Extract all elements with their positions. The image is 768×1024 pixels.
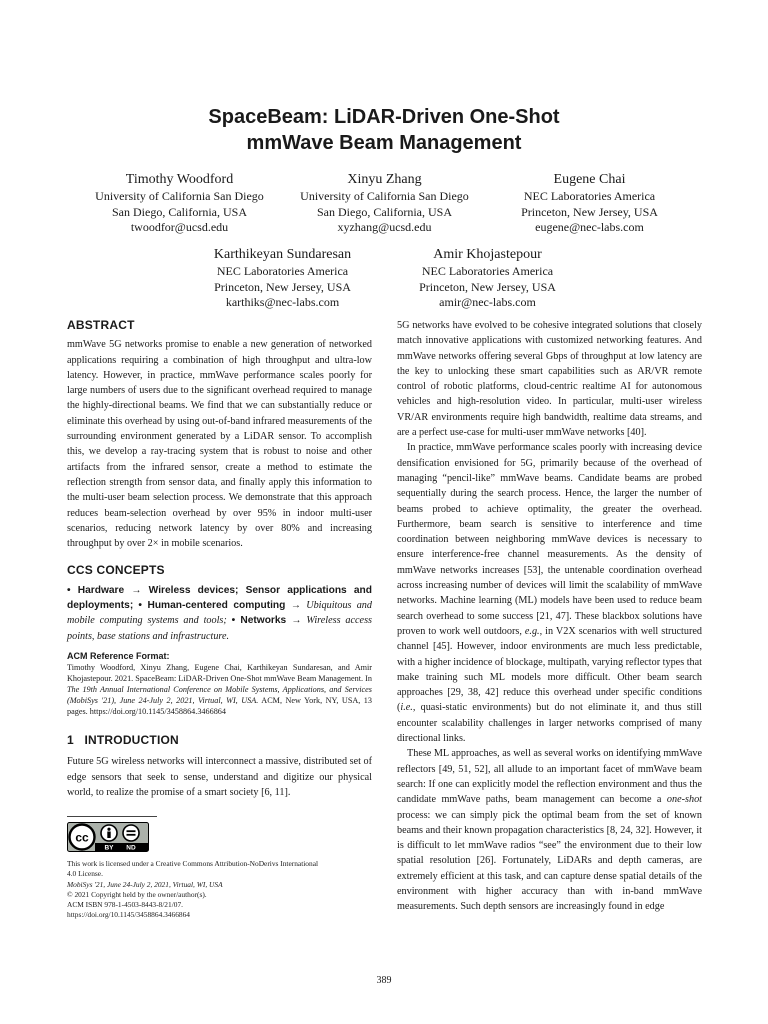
author-email: eugene@nec-labs.com xyxy=(535,220,644,234)
author-block xyxy=(477,170,702,236)
author-affiliation: NEC Laboratories America xyxy=(523,189,656,203)
license-doi: https://doi.org/10.1145/3458864.3466864 xyxy=(67,910,190,920)
right-column xyxy=(397,318,702,915)
author-affiliation: NEC Laboratories America xyxy=(421,264,554,278)
author-block xyxy=(375,245,600,311)
acm-reference xyxy=(67,651,372,717)
title-line-1: SpaceBeam: LiDAR-Driven One-Shot xyxy=(208,106,560,128)
ccs-item-hcc-detail: Ubiquitous and mobile computing systems and tools; xyxy=(67,600,372,627)
license-text xyxy=(67,859,327,921)
svg-text:BY: BY xyxy=(104,844,114,852)
author-name: Timothy Woodford xyxy=(125,172,234,187)
ccs-item-networks-detail: Wireless access points, base stations and infrastructure. xyxy=(67,615,372,642)
acm-reference-venue: The 19th Annual International Conference on Mobile Systems, Applications, and Services (MobiSys '21), June 24-July 2, 2021, Virtual, WI, USA. xyxy=(67,684,372,705)
title-line-2: mmWave Beam Management xyxy=(246,132,522,154)
author-email: karthiks@nec-labs.com xyxy=(225,295,340,309)
ccs-item-hardware: • Hardware → Wireless devices; Sensor applications and deployments; xyxy=(67,584,372,612)
author-name: Amir Khojastepour xyxy=(433,247,542,262)
right-paragraph-3: These ML approaches, as well as several works on identifying mmWave reflectors [49, 51, 52], all allude to an important facet of mmWave beam search: If one can explicitly model the reflection environment and thus the candidate mmWave paths, beam management can become a one-shot process: we can simply pick the optimal beam from the set of known beams and their known propagation characteristics [8, 24, 32]. However, it is difficult to let mmWave radios “see” the environment due to their low spatial resolution [26]. Fortunately, LiDARs and depth cameras, are extremely efficient at this task, and can capture dense spatial details of the environment with higher accuracy than with in-band mmWave measurements. Such depth sensors are increasingly found in edge xyxy=(397,748,702,913)
author-affiliation: University of California San Diego xyxy=(300,189,469,203)
author-block xyxy=(170,245,395,311)
author-email: xyzhang@ucsd.edu xyxy=(337,220,432,234)
license-copyright: © 2021 Copyright held by the owner/author(s). xyxy=(67,889,207,899)
footnote-rule xyxy=(67,816,157,817)
ccs-item-networks: • Networks → xyxy=(231,615,302,627)
acm-reference-heading: ACM Reference Format: xyxy=(67,650,170,661)
author-location: San Diego, California, USA xyxy=(317,204,452,219)
author-affiliation: University of California San Diego xyxy=(95,189,264,203)
acm-reference-post: ACM, New York, NY, USA, 13 pages. https://doi.org/10.1145/3458864.3466864 xyxy=(67,695,372,716)
author-name: Eugene Chai xyxy=(553,172,626,187)
author-block xyxy=(67,170,292,236)
author-name: Xinyu Zhang xyxy=(347,172,422,187)
abstract-text: mmWave 5G networks promise to enable a new generation of networked applications requiring a combination of high throughput and ultra-low latency. However, in practice, mmWave performance scales poorly for large numbers of users due to the significant overhead required to manage the highly-directional beams. We find that we can substantially reduce or eliminate this overhead by using out-of-band infrared measurements of the surrounding environment generated by a LiDAR sensor. To accomplish this, we develop a ray-tracing system that is robust to noise and other artifacts from the infrared sensor, create a method to estimate the reflection strength from sensor data, and finally apply this information to the multi-user beam selection process. We demonstrate that this approach reduces beam-selection overhead by over 95% in indoor multi-user scenarios, reducing network latency by over 80% and increasing throughput by over 2× in mobile scenarios. xyxy=(67,339,372,550)
paper-title xyxy=(0,104,768,156)
license-block xyxy=(67,822,327,921)
author-affiliation: NEC Laboratories America xyxy=(216,264,349,278)
license-line: This work is licensed under a Creative Commons Attribution-NoDerivs International 4.0 License. xyxy=(67,859,319,879)
ccs-heading: CCS CONCEPTS xyxy=(67,563,165,578)
left-column xyxy=(67,318,372,800)
ccs-item-hcc: • Human-centered computing → xyxy=(138,600,302,612)
author-name: Karthikeyan Sundaresan xyxy=(213,247,352,262)
ccs-concepts xyxy=(67,583,372,644)
license-venue: MobiSys '21, June 24-July 2, 2021, Virtual, WI, USA xyxy=(67,879,223,889)
author-location: Princeton, New Jersey, USA xyxy=(419,279,556,294)
abstract-heading: ABSTRACT xyxy=(67,318,135,332)
svg-text:cc: cc xyxy=(75,830,89,845)
intro-heading-number: 1 xyxy=(67,732,74,747)
author-email: twoodfor@ucsd.edu xyxy=(130,220,229,234)
right-paragraph-1: 5G networks have evolved to be cohesive integrated solutions that closely match innovative applications with customized networking features. And mmWave networks offering several Gbps of throughput at low latency are the key to unlocking these smart capabilities such as AR/VR remote control of robotic platforms, cloud-centric realtime AI for autonomous vehicles and high-resolution video. In particular, multi-user wireless VR/AR environments require high bandwidth, realtime data streams, and are a perfect use-case for multi-user mmWave networks [40]. xyxy=(397,320,702,439)
intro-heading-text: INTRODUCTION xyxy=(84,732,179,747)
cc-by-nd-icon xyxy=(67,822,149,852)
author-email: amir@nec-labs.com xyxy=(439,295,536,309)
intro-paragraph-1: Future 5G wireless networks will interconnect a massive, distributed set of edge sensors that seek to sense, understand and digitize our physical world, to realize the promise of a smart society [6, 11]. xyxy=(67,756,372,798)
author-block xyxy=(272,170,497,236)
page-number: 389 xyxy=(376,975,392,986)
acm-reference-text xyxy=(67,662,372,717)
author-location: Princeton, New Jersey, USA xyxy=(521,204,658,219)
author-location: Princeton, New Jersey, USA xyxy=(214,279,351,294)
svg-text:ND: ND xyxy=(126,844,136,852)
intro-heading xyxy=(67,733,372,748)
license-isbn: ACM ISBN 978-1-4503-8443-8/21/07. xyxy=(67,900,183,910)
acm-reference-pre: Timothy Woodford, Xinyu Zhang, Eugene Chai, Karthikeyan Sundaresan, and Amir Khojastepour. 2021. SpaceBeam: LiDAR-Driven One-Shot mmWave Beam Management. In xyxy=(67,662,372,683)
right-paragraph-2: In practice, mmWave performance scales poorly with increasing device densification envisioned for 5G, primarily because of the overhead of managing “pencil-like” mmWave beams. Candidate beams are probed sequentially during the search process. Hence, the larger the number of beams probed to achieve optimality, the greater the overhead. Furthermore, beam search is sensitive to interference and time coordination between neighboring mmWave devices is necessary to ensure interference-free channel measurements. As the density of mmWave networks increases [53], the untenable coordination overhead across increasing number of devices will limit the scalability of mmWave networks. Machine learning (ML) models have been used to reduce beam search overhead to some success [21, 47]. These blackbox solutions have proven to work well outdoors, e.g., in V2X scenarios with well structured channel [45]. However, indoor environments are much less predictable, with a higher incidence of blockage, multipath, varying reflector types that make training such ML models more difficult. Other beam search approaches [29, 38, 42] reduce this overhead under specific conditions (i.e., quasi-static environments) but do not eliminate it, and thus still encounter scalability challenges in larger networks comprised of many directional links. xyxy=(397,442,702,745)
author-location: San Diego, California, USA xyxy=(112,204,247,219)
